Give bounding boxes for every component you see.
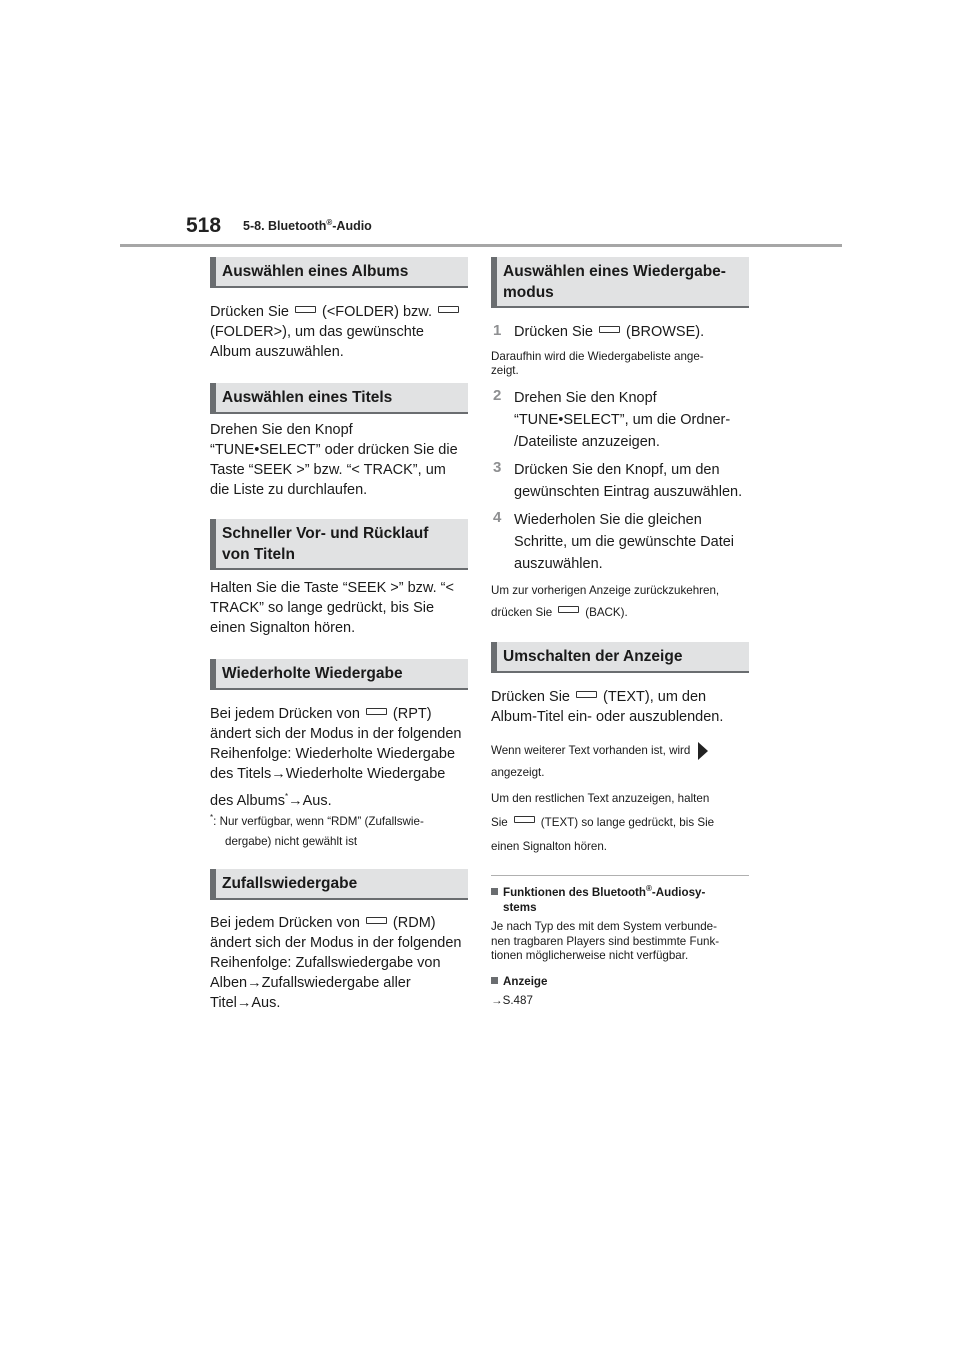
repeat-text: Bei jedem Drücken von (RPT) ändert sich der Modus in der folgenden Reihenfolge: Wiederholte Wiedergabe des Titels→Wiederholte Wiedergabe des Albums*→Aus. bbox=[210, 706, 462, 809]
square-bullet-icon bbox=[491, 977, 498, 984]
button-icon bbox=[366, 708, 387, 715]
button-icon bbox=[599, 326, 620, 333]
hold-text-note: Um den restlichen Text anzuzeigen, halten Sie (TEXT) so lange gedrückt, bis Sie einen Signalton hören. bbox=[491, 792, 715, 853]
page-number: 518 bbox=[186, 214, 222, 237]
page-reference[interactable]: →S.487 bbox=[491, 994, 533, 1007]
back-note: Um zur vorherigen Anzeige zurückzukehren, drücken Sie (BACK). bbox=[491, 584, 720, 619]
heading-shuffle: Zufallswiedergabe bbox=[210, 869, 468, 900]
display-heading: Anzeige bbox=[491, 975, 761, 990]
step-1-text: Drücken Sie (BROWSE). bbox=[514, 324, 705, 340]
step-number: 1 bbox=[493, 322, 502, 339]
step-3-text: Drücken Sie den Knopf, um den gewünschten Eintrag auszuwählen. bbox=[514, 462, 743, 500]
button-icon bbox=[514, 816, 535, 823]
step-1-note: Daraufhin wird die Wiedergabeliste ange- zeigt. bbox=[491, 350, 704, 377]
footnote: *: Nur verfügbar, wenn “RDM” (Zufallswie- dergabe) nicht gewählt ist bbox=[210, 813, 424, 848]
button-icon bbox=[438, 306, 459, 313]
section-divider bbox=[491, 875, 749, 876]
heading-playback-mode: Auswählen eines Wiedergabe- modus bbox=[491, 257, 749, 308]
button-icon bbox=[558, 606, 579, 613]
heading-display-switch: Umschalten der Anzeige bbox=[491, 642, 749, 673]
heading-repeat: Wiederholte Wiedergabe bbox=[210, 659, 468, 690]
button-icon bbox=[366, 917, 387, 924]
more-text-arrow-icon bbox=[698, 742, 708, 760]
heading-title-select: Auswählen eines Titels bbox=[210, 383, 468, 414]
step-4-text: Wiederholen Sie die gleichen Schritte, um die gewünschte Datei auszuwählen. bbox=[514, 512, 735, 572]
step-number: 2 bbox=[493, 387, 502, 404]
functions-heading: Funktionen des Bluetooth®-Audiosy- stems bbox=[491, 881, 761, 915]
step-number: 3 bbox=[493, 459, 502, 476]
button-icon bbox=[576, 691, 597, 698]
title-select-text: Drehen Sie den Knopf “TUNE•SELECT” oder drücken Sie die Taste “SEEK >” bzw. “< TRACK”, um die Liste zu durchlaufen. bbox=[210, 422, 458, 498]
square-bullet-icon bbox=[491, 888, 498, 895]
heading-fast-forward: Schneller Vor- und Rücklauf von Titeln bbox=[210, 519, 468, 570]
step-number: 4 bbox=[493, 509, 502, 526]
button-icon bbox=[295, 306, 316, 313]
step-2-text: Drehen Sie den Knopf “TUNE•SELECT”, um die Ordner- /Dateiliste anzuzeigen. bbox=[514, 390, 731, 450]
functions-text: Je nach Typ des mit dem System verbunde- nen tragbaren Players sind bestimmte Funk- tionen möglicherweise nicht verfügbar. bbox=[491, 920, 720, 962]
display-switch-text: Drücken Sie (TEXT), um den Album-Titel ein- oder auszublenden. bbox=[491, 689, 724, 725]
album-select-text: Drücken Sie (<FOLDER) bzw. (FOLDER>), um das gewünschte Album auszuwählen. bbox=[210, 302, 480, 362]
more-text-note: Wenn weiterer Text vorhanden ist, wird angezeigt. bbox=[491, 740, 761, 784]
fast-forward-text: Halten Sie die Taste “SEEK >” bzw. “< TRACK” so lange gedrückt, bis Sie einen Signalton hören. bbox=[210, 580, 454, 636]
section-title: 5-8. Bluetooth®-Audio bbox=[243, 218, 372, 234]
header-rule bbox=[120, 244, 842, 247]
heading-album-select: Auswählen eines Albums bbox=[210, 257, 468, 288]
shuffle-text: Bei jedem Drücken von (RDM) ändert sich der Modus in der folgenden Reihenfolge: Zufallswiedergabe von Alben→Zufallswiedergabe aller Titel→Aus. bbox=[210, 915, 462, 1011]
